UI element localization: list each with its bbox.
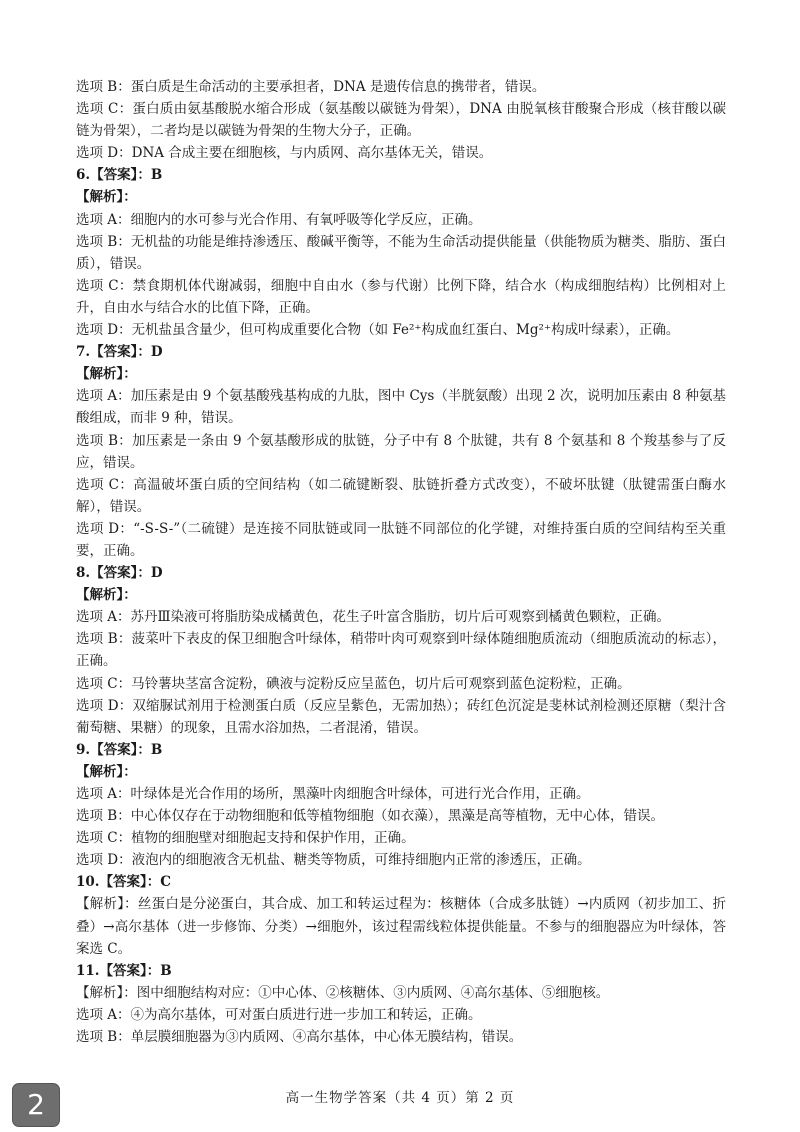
text-line: 选项 A：④为高尔基体，可对蛋白质进行进一步加工和转运，正确。 xyxy=(76,1006,482,1023)
text-line: 选项 A：加压素是由 9 个氨基酸残基构成的九肽，图中 Cys（半胱氨酸）出现 2 次，说明加压素由 8 种氨基酸组成，而非 9 种，错误。 xyxy=(76,388,726,427)
page-footer: 高一生物学答案（共 4 页）第 2 页 xyxy=(285,1090,515,1106)
text-line: 选项 C：禁食期机体代谢减弱，细胞中自由水（参与代谢）比例下降，结合水（构成细胞结构）比例相对上升，自由水与结合水的比值下降，正确。 xyxy=(76,277,726,316)
text-line: 选项 B：菠菜叶下表皮的保卫细胞含叶绿体，稍带叶肉可观察到叶绿体随细胞质流动（细胞质流动的标志），正确。 xyxy=(76,631,726,670)
text-line: 选项 C：高温破坏蛋白质的空间结构（如二硫键断裂、肽链折叠方式改变），不破坏肽键（肽键需蛋白酶水解），错误。 xyxy=(76,476,726,515)
text-line: 选项 A：苏丹Ⅲ染液可将脂肪染成橘黄色，花生子叶富含脂肪，切片后可观察到橘黄色颗粒，正确。 xyxy=(76,609,671,626)
text-line: 选项 D：液泡内的细胞液含无机盐、糖类等物质，可维持细胞内正常的渗透压，正确。 xyxy=(76,852,591,869)
answer-heading: 11.【答案】：B xyxy=(76,962,172,979)
text-line: 选项 B：无机盐的功能是维持渗透压、酸碱平衡等，不能为生命活动提供能量（供能物质为糖类、脂肪、蛋白质），错误。 xyxy=(76,233,726,272)
page-number-badge: 2 xyxy=(12,1083,60,1127)
text-line: 选项 D：“-S-S-”（二硫键）是连接不同肽链或同一肽链不同部位的化学键，对维持蛋白质的空间结构至关重要，正确。 xyxy=(76,520,726,559)
text-line: 【解析】：图中细胞结构对应：①中心体、②核糖体、③内质网、④高尔基体、⑤细胞核。 xyxy=(76,984,610,1001)
answer-heading: 10.【答案】：C xyxy=(76,874,171,891)
text-line: 选项 A：叶绿体是光合作用的场所，黑藻叶肉细胞含叶绿体，可进行光合作用，正确。 xyxy=(76,786,590,802)
text-line: 选项 C：马铃薯块茎富含淀粉，碘液与淀粉反应呈蓝色，切片后可观察到蓝色淀粉粒，正确。 xyxy=(76,675,631,692)
text-line: 选项 D：双缩脲试剂用于检测蛋白质（反应呈紫色，无需加热）；砖红色沉淀是斐林试剂检测还原糖（梨汁含葡萄糖、果糖）的现象，且需水浴加热，二者混淆，错误。 xyxy=(76,697,726,736)
text-line: 选项 B：中心体仅存在于动物细胞和低等植物细胞（如衣藻），黑藻是高等植物，无中心体，错误。 xyxy=(76,808,664,825)
text-line: 选项 B：加压素是一条由 9 个氨基酸形成的肽链，分子中有 8 个肽键，共有 8 个氨基和 8 个羧基参与了反应，错误。 xyxy=(76,432,726,471)
text-line: 选项 C：植物的细胞壁对细胞起支持和保护作用，正确。 xyxy=(76,830,415,847)
analysis-heading: 【解析】： xyxy=(76,587,137,604)
answer-document xyxy=(76,76,726,1048)
text-line: 【解析】：丝蛋白是分泌蛋白，其合成、加工和转运过程为：核糖体（合成多肽链）→内质网（初步加工、折叠）→高尔基体（进一步修饰、分类）→细胞外，该过程需线粒体提供能量。不参与的细胞器应为叶绿体，答案选 C。 xyxy=(76,896,726,957)
analysis-heading: 【解析】： xyxy=(76,763,137,780)
analysis-heading: 【解析】： xyxy=(76,189,137,206)
text-line: 选项 D：DNA 合成主要在细胞核，与内质网、高尔基体无关，错误。 xyxy=(76,145,493,162)
answer-heading: 6.【答案】：B xyxy=(76,167,163,184)
analysis-heading: 【解析】： xyxy=(76,366,137,383)
answer-heading: 9.【答案】：B xyxy=(76,741,163,758)
text-line: 选项 B：单层膜细胞器为③内质网、④高尔基体，中心体无膜结构，错误。 xyxy=(76,1029,523,1046)
text-line: 选项 C：蛋白质由氨基酸脱水缩合形成（氨基酸以碳链为骨架），DNA 由脱氧核苷酸聚合形成（核苷酸以碳链为骨架），二者均是以碳链为骨架的生物大分子，正确。 xyxy=(76,101,726,140)
text-line: 选项 B：蛋白质是生命活动的主要承担者，DNA 是遗传信息的携带者，错误。 xyxy=(76,79,546,95)
text-line: 选项 A：细胞内的水可参与光合作用、有氧呼吸等化学反应，正确。 xyxy=(76,211,482,228)
answer-heading: 8.【答案】：D xyxy=(76,565,163,582)
text-line: 选项 D：无机盐虽含量少，但可构成重要化合物（如 Fe²⁺构成血红蛋白、Mg²⁺构成叶绿素），正确。 xyxy=(76,322,680,339)
answer-heading: 7.【答案】：D xyxy=(76,344,163,361)
